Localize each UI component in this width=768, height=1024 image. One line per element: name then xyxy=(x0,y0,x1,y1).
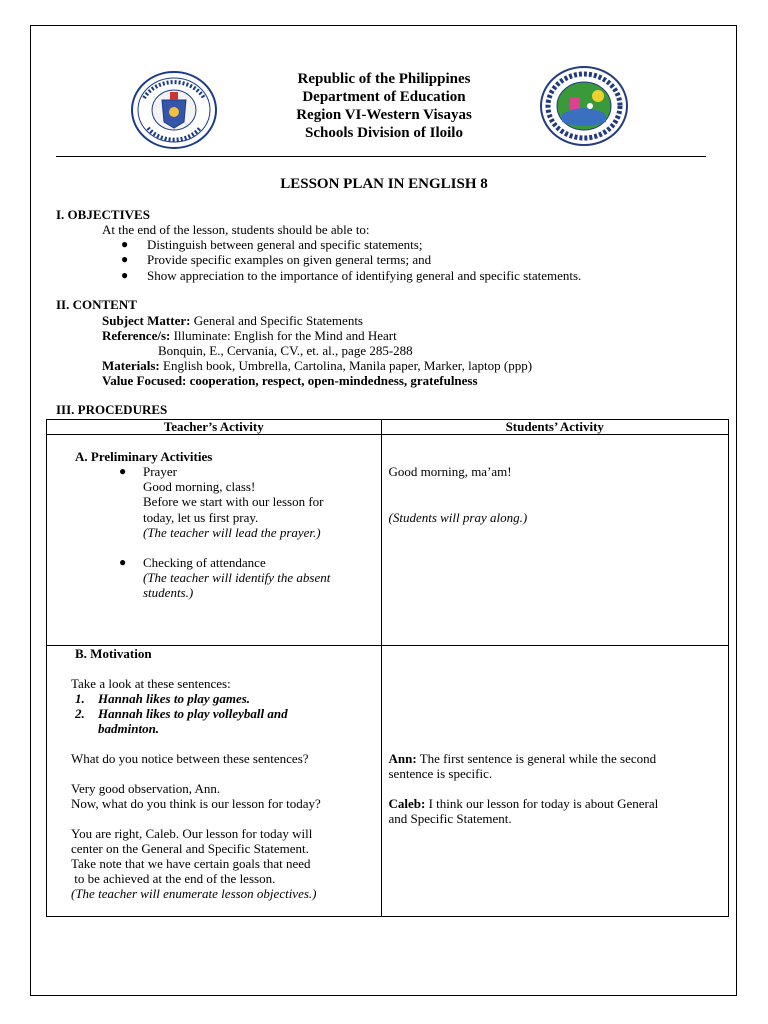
reference-value: Illuminate: English for the Mind and Heart xyxy=(173,328,397,343)
teacher-line: Now, what do you think is our lesson for today? xyxy=(71,796,321,811)
example-number: 2. xyxy=(75,706,85,721)
objective-item-2: Provide specific examples on given general terms; and xyxy=(147,252,432,267)
bullet-icon: ● xyxy=(121,252,129,266)
materials-label: Materials: xyxy=(102,358,160,373)
document-title: LESSON PLAN IN ENGLISH 8 xyxy=(280,176,488,192)
student-name-label: Ann: xyxy=(388,751,417,766)
teacher-line: today, let us first pray. xyxy=(143,510,259,525)
teacher-note: (The teacher will lead the prayer.) xyxy=(143,525,321,540)
student-answer-text: I think our lesson for today is about General xyxy=(428,796,659,811)
subject-matter xyxy=(102,313,363,328)
table-row xyxy=(47,435,729,646)
teacher-line: Before we start with our lesson for xyxy=(143,494,324,509)
teacher-line: Very good observation, Ann. xyxy=(71,781,221,796)
table-header-row xyxy=(47,420,729,435)
bullet-icon: ● xyxy=(121,268,129,282)
teacher-line: to be achieved at the end of the lesson. xyxy=(71,871,276,886)
objectives-intro: At the end of the lesson, students should be able to: xyxy=(102,222,370,237)
teacher-note: (The teacher will enumerate lesson objectives.) xyxy=(71,886,317,901)
teacher-line: Take a look at these sentences: xyxy=(71,676,231,691)
table-row xyxy=(47,646,729,917)
objective-item-3: Show appreciation to the importance of identifying general and specific statements. xyxy=(147,268,582,283)
teacher-line: What do you notice between these sentences? xyxy=(71,751,309,766)
example-sentence-1: Hannah likes to play games. xyxy=(98,691,251,706)
motivation-heading: B. Motivation xyxy=(75,646,152,661)
students-column-header: Students’ Activity xyxy=(381,420,729,435)
student-answer-text: The first sentence is general while the second xyxy=(419,751,657,766)
bullet-icon: ● xyxy=(119,555,127,569)
teacher-line: You are right, Caleb. Our lesson for today will xyxy=(71,826,313,841)
materials xyxy=(102,358,532,373)
teacher-line: center on the General and Specific Statement. xyxy=(71,841,309,856)
example-number: 1. xyxy=(75,691,85,706)
teacher-line: Take note that we have certain goals that need xyxy=(71,856,311,871)
header-line-1: Republic of the Philippines xyxy=(297,71,471,87)
example-sentence-2-cont: badminton. xyxy=(98,721,160,736)
teacher-column-header: Teacher’s Activity xyxy=(47,420,382,435)
motivation-teacher-cell xyxy=(47,646,382,917)
header-divider xyxy=(56,156,706,157)
teacher-line: Good morning, class! xyxy=(143,479,256,494)
header-line-2: Department of Education xyxy=(302,89,466,105)
motivation-students-cell xyxy=(381,646,729,917)
bullet-icon: ● xyxy=(121,237,129,251)
preliminary-heading: A. Preliminary Activities xyxy=(75,449,213,464)
attendance-label: Checking of attendance xyxy=(143,555,266,570)
objective-item-1: Distinguish between general and specific statements; xyxy=(147,237,423,252)
subject-matter-value: General and Specific Statements xyxy=(193,313,363,328)
office-header xyxy=(0,70,768,142)
student-line: Good morning, ma’am! xyxy=(388,464,512,479)
student-answer-text: sentence is specific. xyxy=(388,766,493,781)
bullet-icon: ● xyxy=(119,464,127,478)
teacher-note: students.) xyxy=(143,585,194,600)
objectives-heading: I. OBJECTIVES xyxy=(56,207,150,222)
example-sentence-2: Hannah likes to play volleyball and xyxy=(98,706,288,721)
procedures-table xyxy=(46,419,729,917)
reference-label: Reference/s: xyxy=(102,328,171,343)
student-answer-ann xyxy=(389,751,657,766)
reference-authors: Bonquin, E., Cervania, CV., et. al., page 285-288 xyxy=(158,343,413,358)
subject-matter-label: Subject Matter: xyxy=(102,313,191,328)
preliminary-teacher-cell xyxy=(47,435,382,646)
content-heading: II. CONTENT xyxy=(56,297,137,312)
student-note: (Students will pray along.) xyxy=(388,510,528,525)
preliminary-students-cell xyxy=(381,435,729,646)
materials-value: English book, Umbrella, Cartolina, Manila paper, Marker, laptop (ppp) xyxy=(163,358,533,373)
value-focused: Value Focused: cooperation, respect, open-mindedness, gratefulness xyxy=(102,373,478,388)
prayer-label: Prayer xyxy=(143,464,177,479)
student-answer-text: and Specific Statement. xyxy=(388,811,512,826)
reference xyxy=(102,328,397,343)
student-answer-caleb xyxy=(389,796,659,811)
student-name-label: Caleb: xyxy=(388,796,426,811)
header-line-3: Region VI-Western Visayas xyxy=(296,107,472,123)
procedures-heading: III. PROCEDURES xyxy=(56,402,168,417)
teacher-note: (The teacher will identify the absent xyxy=(143,570,331,585)
header-line-4: Schools Division of Iloilo xyxy=(305,125,463,141)
